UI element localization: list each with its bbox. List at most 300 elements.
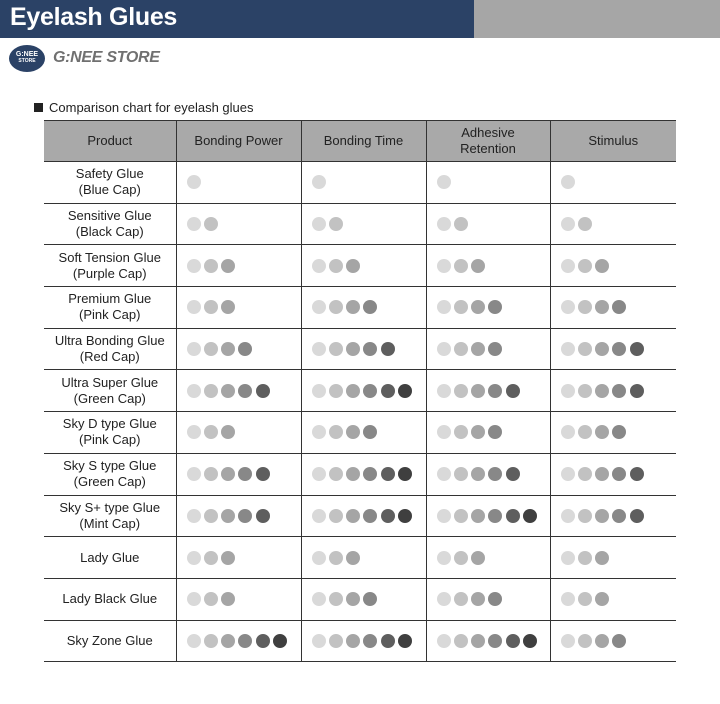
rating-dot-icon	[363, 384, 377, 398]
product-name-cell	[44, 495, 176, 537]
column-header-label: Retention	[460, 141, 516, 156]
rating-dot-icon	[187, 384, 201, 398]
rating-cell	[550, 203, 676, 245]
rating-dots	[437, 217, 550, 231]
product-name-cell	[44, 370, 176, 412]
rating-dot-icon	[578, 509, 592, 523]
rating-dot-icon	[329, 300, 343, 314]
rating-dot-icon	[329, 592, 343, 606]
rating-dots	[187, 342, 301, 356]
chart-caption-text: Comparison chart for eyelash glues	[49, 100, 254, 115]
rating-dots	[312, 384, 426, 398]
rating-dot-icon	[454, 425, 468, 439]
product-name-cell	[44, 412, 176, 454]
rating-dot-icon	[221, 259, 235, 273]
rating-dot-icon	[454, 467, 468, 481]
product-name: Soft Tension Glue	[58, 249, 161, 265]
rating-cell	[176, 287, 301, 329]
rating-dot-icon	[561, 342, 575, 356]
product-name: (Red Cap)	[79, 349, 140, 365]
rating-dot-icon	[437, 342, 451, 356]
rating-dot-icon	[595, 259, 609, 273]
product-name: (Green Cap)	[73, 474, 146, 490]
rating-dot-icon	[578, 551, 592, 565]
rating-dot-icon	[256, 467, 270, 481]
table-row	[44, 578, 676, 620]
rating-dot-icon	[488, 342, 502, 356]
rating-dot-icon	[221, 467, 235, 481]
rating-dot-icon	[437, 425, 451, 439]
rating-dots	[187, 592, 301, 606]
column-header	[426, 121, 550, 162]
rating-dot-icon	[454, 592, 468, 606]
rating-dot-icon	[437, 300, 451, 314]
column-header-label: Adhesive	[461, 125, 515, 140]
rating-dot-icon	[329, 342, 343, 356]
rating-dot-icon	[187, 425, 201, 439]
rating-dot-icon	[329, 217, 343, 231]
rating-dot-icon	[471, 467, 485, 481]
rating-cell	[550, 537, 676, 579]
rating-dots	[561, 551, 677, 565]
product-name-cell	[44, 245, 176, 287]
rating-cell	[301, 328, 426, 370]
rating-dots	[437, 592, 550, 606]
rating-cell	[426, 495, 550, 537]
rating-cell	[426, 578, 550, 620]
rating-dot-icon	[488, 592, 502, 606]
rating-dot-icon	[312, 342, 326, 356]
rating-dots	[561, 509, 677, 523]
rating-dot-icon	[363, 634, 377, 648]
rating-dots	[561, 634, 677, 648]
rating-dot-icon	[204, 384, 218, 398]
header-accent-block	[474, 0, 720, 38]
rating-cell	[550, 162, 676, 204]
rating-dot-icon	[612, 467, 626, 481]
brand-logo-line2: STORE	[18, 58, 36, 64]
rating-dots	[312, 342, 426, 356]
rating-dot-icon	[471, 509, 485, 523]
rating-cell	[426, 162, 550, 204]
rating-dot-icon	[381, 467, 395, 481]
rating-cell	[550, 370, 676, 412]
rating-dot-icon	[561, 259, 575, 273]
product-name: Sky S type Glue	[63, 458, 157, 474]
rating-dots	[312, 509, 426, 523]
rating-cell	[301, 162, 426, 204]
table-body	[44, 162, 676, 662]
rating-dot-icon	[329, 509, 343, 523]
rating-cell	[426, 537, 550, 579]
rating-dot-icon	[488, 467, 502, 481]
rating-dot-icon	[523, 509, 537, 523]
rating-cell	[176, 620, 301, 662]
rating-dot-icon	[187, 592, 201, 606]
rating-dot-icon	[381, 634, 395, 648]
rating-dot-icon	[561, 634, 575, 648]
rating-dot-icon	[221, 384, 235, 398]
rating-dot-icon	[221, 425, 235, 439]
rating-dot-icon	[578, 592, 592, 606]
product-name-cell	[44, 162, 176, 204]
rating-dots	[312, 551, 426, 565]
product-name-cell	[44, 203, 176, 245]
rating-cell	[176, 495, 301, 537]
rating-dots	[187, 425, 301, 439]
rating-dot-icon	[437, 592, 451, 606]
rating-dot-icon	[329, 467, 343, 481]
rating-dot-icon	[204, 634, 218, 648]
product-name: Sensitive Glue	[67, 208, 152, 224]
rating-dot-icon	[204, 592, 218, 606]
rating-dot-icon	[381, 342, 395, 356]
rating-dot-icon	[398, 634, 412, 648]
rating-dots	[561, 467, 677, 481]
rating-dot-icon	[595, 634, 609, 648]
rating-dot-icon	[329, 425, 343, 439]
rating-cell	[176, 370, 301, 412]
rating-dot-icon	[238, 467, 252, 481]
rating-dot-icon	[578, 467, 592, 481]
product-name: (Green Cap)	[73, 390, 146, 406]
rating-dot-icon	[221, 634, 235, 648]
rating-cell	[301, 620, 426, 662]
rating-dot-icon	[363, 509, 377, 523]
rating-dot-icon	[398, 467, 412, 481]
rating-dot-icon	[437, 551, 451, 565]
rating-cell	[550, 287, 676, 329]
rating-dots	[312, 467, 426, 481]
product-name: Lady Glue	[80, 549, 140, 565]
rating-dots	[187, 634, 301, 648]
rating-cell	[301, 537, 426, 579]
product-name-cell	[44, 620, 176, 662]
rating-dot-icon	[595, 384, 609, 398]
rating-dot-icon	[454, 217, 468, 231]
column-header-label: Stimulus	[588, 133, 639, 148]
rating-dot-icon	[437, 509, 451, 523]
rating-dot-icon	[221, 592, 235, 606]
rating-dot-icon	[329, 551, 343, 565]
table-row	[44, 370, 676, 412]
rating-dot-icon	[630, 384, 644, 398]
rating-dot-icon	[204, 259, 218, 273]
rating-cell	[550, 620, 676, 662]
rating-dot-icon	[437, 175, 451, 189]
rating-dot-icon	[578, 259, 592, 273]
table-row	[44, 287, 676, 329]
rating-dots	[437, 467, 550, 481]
rating-dots	[561, 592, 677, 606]
rating-dots	[187, 467, 301, 481]
rating-dot-icon	[454, 551, 468, 565]
rating-dots	[312, 259, 426, 273]
table-row	[44, 620, 676, 662]
rating-dot-icon	[221, 300, 235, 314]
rating-cell	[176, 328, 301, 370]
rating-dot-icon	[363, 300, 377, 314]
rating-dot-icon	[363, 592, 377, 606]
rating-dot-icon	[187, 342, 201, 356]
header-bar	[0, 0, 720, 38]
rating-cell	[301, 412, 426, 454]
rating-dot-icon	[346, 425, 360, 439]
rating-dot-icon	[346, 634, 360, 648]
rating-dot-icon	[612, 509, 626, 523]
brand	[9, 44, 160, 72]
product-name-cell	[44, 328, 176, 370]
rating-cell	[426, 453, 550, 495]
product-name: (Pink Cap)	[79, 432, 141, 448]
rating-dot-icon	[256, 509, 270, 523]
rating-dot-icon	[346, 259, 360, 273]
rating-dot-icon	[454, 509, 468, 523]
rating-dot-icon	[488, 509, 502, 523]
brand-name: G:NEE STORE	[53, 49, 160, 66]
rating-dot-icon	[346, 467, 360, 481]
product-name: Sky D type Glue	[62, 416, 157, 432]
product-name: (Purple Cap)	[72, 265, 147, 281]
rating-dot-icon	[363, 467, 377, 481]
rating-dot-icon	[346, 592, 360, 606]
rating-dot-icon	[346, 551, 360, 565]
rating-dot-icon	[312, 634, 326, 648]
rating-dots	[187, 384, 301, 398]
rating-dot-icon	[561, 175, 575, 189]
rating-cell	[301, 203, 426, 245]
rating-dot-icon	[561, 467, 575, 481]
rating-dots	[312, 634, 426, 648]
rating-dot-icon	[595, 425, 609, 439]
rating-dot-icon	[561, 425, 575, 439]
rating-dot-icon	[506, 467, 520, 481]
rating-dots	[437, 175, 550, 189]
rating-dot-icon	[398, 384, 412, 398]
rating-dots	[437, 551, 550, 565]
rating-dot-icon	[561, 384, 575, 398]
rating-dot-icon	[612, 342, 626, 356]
product-name: (Blue Cap)	[78, 182, 141, 198]
product-name-cell	[44, 537, 176, 579]
table-row	[44, 328, 676, 370]
rating-dot-icon	[561, 551, 575, 565]
rating-dot-icon	[312, 259, 326, 273]
rating-cell	[176, 578, 301, 620]
rating-dots	[312, 592, 426, 606]
rating-dots	[312, 175, 426, 189]
rating-dot-icon	[471, 342, 485, 356]
rating-dot-icon	[471, 384, 485, 398]
rating-dot-icon	[204, 551, 218, 565]
product-name: Safety Glue	[75, 166, 144, 182]
rating-dot-icon	[471, 259, 485, 273]
rating-dot-icon	[595, 300, 609, 314]
rating-dot-icon	[187, 259, 201, 273]
column-header	[176, 121, 301, 162]
rating-dot-icon	[256, 634, 270, 648]
column-header	[301, 121, 426, 162]
rating-dot-icon	[187, 300, 201, 314]
table-header-row	[44, 121, 676, 162]
rating-dots	[561, 300, 677, 314]
rating-dot-icon	[454, 342, 468, 356]
product-name: (Mint Cap)	[79, 515, 141, 531]
brand-logo-line1: G:NEE	[15, 51, 39, 58]
rating-dot-icon	[312, 551, 326, 565]
rating-cell	[550, 578, 676, 620]
rating-dot-icon	[398, 509, 412, 523]
rating-dot-icon	[346, 342, 360, 356]
rating-dot-icon	[454, 384, 468, 398]
rating-dots	[437, 425, 550, 439]
rating-dot-icon	[506, 384, 520, 398]
rating-dot-icon	[488, 634, 502, 648]
rating-dot-icon	[312, 217, 326, 231]
rating-dot-icon	[561, 300, 575, 314]
rating-dot-icon	[630, 342, 644, 356]
rating-dot-icon	[578, 425, 592, 439]
rating-dots	[437, 634, 550, 648]
rating-cell	[301, 287, 426, 329]
product-name: (Black Cap)	[75, 224, 144, 240]
rating-dot-icon	[578, 342, 592, 356]
product-name-cell	[44, 287, 176, 329]
rating-dots	[437, 384, 550, 398]
rating-dot-icon	[630, 509, 644, 523]
rating-cell	[550, 412, 676, 454]
rating-dots	[437, 259, 550, 273]
rating-dots	[187, 259, 301, 273]
rating-dot-icon	[329, 634, 343, 648]
rating-dots	[187, 217, 301, 231]
column-header-label: Bonding Power	[194, 133, 283, 148]
rating-dots	[437, 509, 550, 523]
rating-dot-icon	[204, 425, 218, 439]
rating-dot-icon	[454, 634, 468, 648]
chart-caption	[34, 100, 254, 115]
rating-dot-icon	[437, 384, 451, 398]
rating-dot-icon	[437, 634, 451, 648]
rating-dot-icon	[187, 175, 201, 189]
rating-dot-icon	[471, 634, 485, 648]
rating-dot-icon	[204, 467, 218, 481]
product-name: (Pink Cap)	[79, 307, 141, 323]
glue-comparison-table	[44, 120, 676, 662]
rating-dot-icon	[595, 509, 609, 523]
rating-dot-icon	[363, 425, 377, 439]
rating-dot-icon	[187, 467, 201, 481]
brand-logo	[9, 45, 45, 72]
rating-dot-icon	[578, 634, 592, 648]
rating-dot-icon	[471, 592, 485, 606]
table-row	[44, 537, 676, 579]
rating-cell	[426, 203, 550, 245]
column-header	[44, 121, 176, 162]
rating-dot-icon	[312, 592, 326, 606]
rating-dots	[561, 425, 677, 439]
rating-dot-icon	[488, 384, 502, 398]
rating-dot-icon	[221, 342, 235, 356]
rating-cell	[301, 495, 426, 537]
rating-dot-icon	[238, 509, 252, 523]
rating-dot-icon	[273, 634, 287, 648]
rating-dot-icon	[506, 509, 520, 523]
rating-dot-icon	[578, 384, 592, 398]
product-name: Sky S+ type Glue	[59, 499, 161, 515]
rating-cell	[176, 412, 301, 454]
rating-cell	[426, 245, 550, 287]
table-row	[44, 162, 676, 204]
table-row	[44, 495, 676, 537]
rating-cell	[301, 578, 426, 620]
rating-cell	[550, 328, 676, 370]
rating-dot-icon	[312, 384, 326, 398]
rating-dot-icon	[381, 509, 395, 523]
rating-dot-icon	[312, 300, 326, 314]
rating-dots	[187, 509, 301, 523]
rating-dot-icon	[471, 551, 485, 565]
rating-dots	[187, 551, 301, 565]
rating-dot-icon	[437, 467, 451, 481]
rating-dot-icon	[561, 509, 575, 523]
rating-cell	[426, 412, 550, 454]
rating-dot-icon	[381, 384, 395, 398]
rating-cell	[550, 245, 676, 287]
rating-dots	[561, 259, 677, 273]
rating-dots	[437, 342, 550, 356]
rating-dot-icon	[221, 509, 235, 523]
product-name: Lady Black Glue	[62, 591, 158, 607]
rating-dot-icon	[187, 509, 201, 523]
product-name: Sky Zone Glue	[66, 632, 153, 648]
rating-dot-icon	[312, 509, 326, 523]
rating-dot-icon	[256, 384, 270, 398]
rating-dot-icon	[595, 467, 609, 481]
rating-dot-icon	[363, 342, 377, 356]
product-name: Premium Glue	[68, 291, 152, 307]
rating-dot-icon	[346, 509, 360, 523]
rating-dot-icon	[454, 259, 468, 273]
rating-dot-icon	[595, 342, 609, 356]
rating-dot-icon	[346, 384, 360, 398]
rating-dot-icon	[187, 551, 201, 565]
rating-dot-icon	[238, 384, 252, 398]
rating-cell	[176, 162, 301, 204]
rating-dots	[312, 300, 426, 314]
rating-dots	[561, 342, 677, 356]
table-row	[44, 245, 676, 287]
rating-dots	[312, 425, 426, 439]
product-name: Ultra Bonding Glue	[54, 333, 165, 349]
rating-cell	[301, 453, 426, 495]
rating-dot-icon	[630, 467, 644, 481]
column-header-label: Product	[87, 133, 133, 148]
rating-cell	[426, 370, 550, 412]
rating-dot-icon	[612, 634, 626, 648]
rating-dot-icon	[612, 425, 626, 439]
rating-dots	[312, 217, 426, 231]
rating-dot-icon	[346, 300, 360, 314]
rating-dots	[561, 175, 677, 189]
rating-dot-icon	[454, 300, 468, 314]
rating-dot-icon	[204, 342, 218, 356]
rating-dot-icon	[312, 467, 326, 481]
rating-dot-icon	[221, 551, 235, 565]
rating-cell	[426, 287, 550, 329]
rating-dot-icon	[488, 425, 502, 439]
rating-dot-icon	[471, 300, 485, 314]
